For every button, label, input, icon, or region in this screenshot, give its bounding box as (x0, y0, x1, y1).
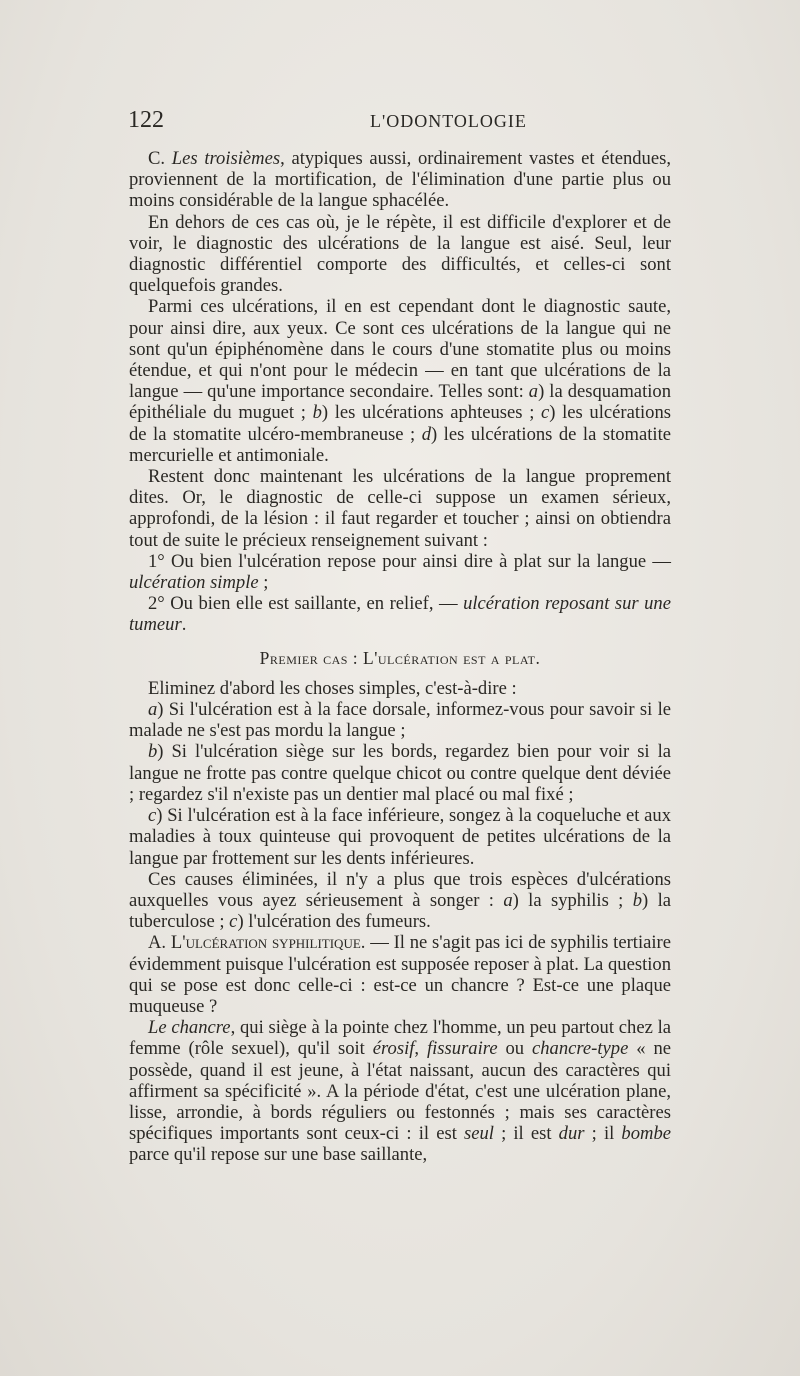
paragraph: 2° Ou bien elle est saillante, en relief, — ulcération reposant sur une tumeur. (129, 593, 671, 636)
paragraph: Restent donc maintenant les ulcérations de la langue proprement dites. Or, le diagnostic de celle-ci suppose un examen sérieux, approfondi, de la lésion : il faut regarder et toucher ; ainsi on obtiendra tout de suite le précieux renseignement suivant : (129, 466, 671, 551)
paragraph: En dehors de ces cas où, je le répète, il est difficile d'explorer et de voir, le diagnostic des ulcérations de la langue est aisé. Seul, leur diagnostic différentiel comporte des difficultés, et celles-ci sont quelquefois grandes. (129, 211, 671, 297)
paragraph: Eliminez d'abord les choses simples, c'est-à-dire : (148, 677, 517, 699)
paragraph: Parmi ces ulcérations, il en est cependant dont le diagnostic saute, pour ainsi dire, aux yeux. Ce sont ces ulcérations de la langue qui ne sont qu'un épiphénomène dans le cours d'une stomatite plus ou moins étendue, et qui n'ont pour le médecin — en tant que ulcérations de la langue — qu'une importance secondaire. Telles sont: a) la desquamation épithéliale du muguet ; b) les ulcérations aphteuses ; c) les ulcérations de la stomatite ulcéro-membraneuse ; d) les ulcérations de la stomatite mercurielle et antimoniale. (129, 296, 672, 466)
paragraph: b) Si l'ulcération siège sur les bords, regardez bien pour voir si la langue ne frotte pas contre quelque chicot ou contre quelque dent déviée ; regardez s'il n'existe pas un dentier mal placé ou mal fixé ; (129, 741, 671, 805)
paragraph: 1° Ou bien l'ulcération repose pour ainsi dire à plat sur la langue — ulcération simple ; (129, 550, 671, 594)
subsection-heading: L'ulcération syphilitique. (170, 932, 366, 954)
page-header (128, 107, 668, 141)
paragraph: Le chancre, qui siège à la pointe chez l'homme, un peu partout chez la femme (rôle sexuel), qu'il soit érosif, fissuraire ou chancre-type « ne possède, quand il est jeune, à l'état naissant, aucun des caractères qui affirment sa spécificité ». A la période d'état, c'est une ulcération plane, lisse, arrondie, à bords réguliers ou festonnés ; mais ses caractères spécifiques importants sont ceux-ci : il est seul ; il est dur ; il bombe parce qu'il repose sur une base saillante, (129, 1017, 672, 1166)
running-title: L'ODONTOLOGIE (370, 111, 527, 131)
paragraph: Ces causes éliminées, il n'y a plus que trois espèces d'ulcérations auxquelles vous ayez sérieusement à songer : a) la syphilis ; b) la tuberculose ; c) l'ulcération des fumeurs. (129, 868, 671, 933)
page-number: 122 (128, 107, 164, 133)
paragraph: A. L'ulcération syphilitique. — Il ne s'agit pas ici de syphilis tertiaire évidemment puisque l'ulcération est supposée reposer à plat. La question qui se pose est donc celle-ci : est-ce un chancre ? Est-ce une plaque muqueuse ? (129, 932, 671, 1017)
body-text (129, 148, 671, 1166)
section-heading: Premier cas : L'ulcération est a plat. (259, 647, 541, 668)
paragraph: C. Les troisièmes, atypiques aussi, ordinairement vastes et étendues, proviennent de la mortification, de l'élimination d'une partie plus ou moins considérable de la langue sphacélée. (129, 148, 671, 212)
paragraph: a) Si l'ulcération est à la face dorsale, informez-vous pour savoir si le malade ne s'est pas mordu la langue ; (129, 699, 671, 742)
paragraph: c) Si l'ulcération est à la face inférieure, songez à la coqueluche et aux maladies à toux quinteuse qui provoquent de petites ulcérations de la langue par frottement sur les dents inférieures. (129, 805, 671, 869)
